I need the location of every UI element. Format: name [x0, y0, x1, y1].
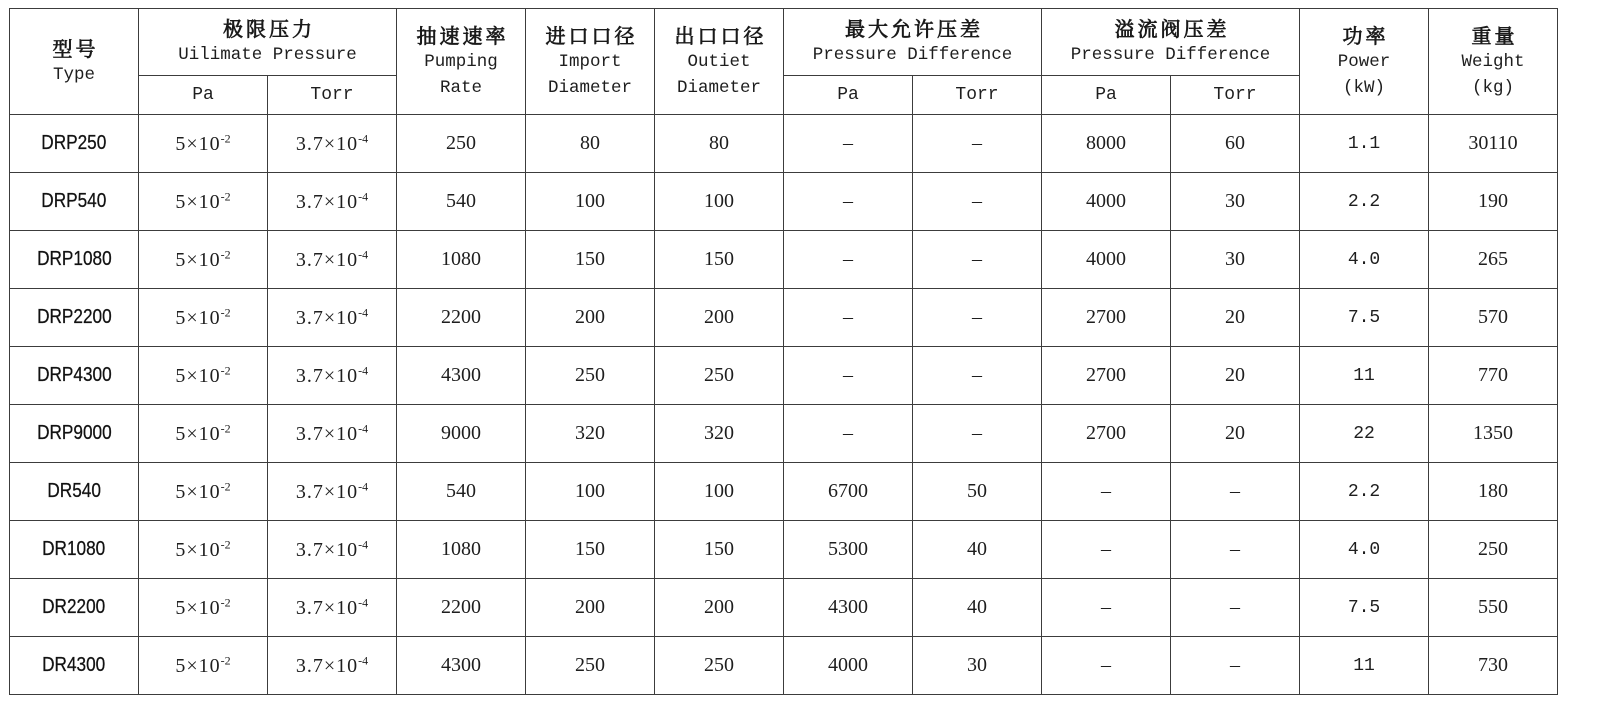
cell-pumping-rate: 4300 [397, 347, 526, 405]
cell-ultimate-pressure-pa [139, 637, 268, 695]
ultimate-pressure-pa-mantissa: 5×10 [175, 306, 221, 329]
cell-weight: 265 [1429, 231, 1558, 289]
cell-ultimate-pressure-torr [268, 637, 397, 695]
table-row [10, 115, 1558, 173]
ultimate-pressure-pa-exponent: -2 [220, 478, 231, 493]
ultimate-pressure-pa-exponent: -2 [220, 420, 231, 435]
ultimate-pressure-pa-exponent: -2 [220, 536, 231, 551]
cell-relief-valve-difference-torr: 20 [1171, 289, 1300, 347]
ultimate-pressure-torr-exponent: -4 [358, 362, 369, 377]
cell-max-pressure-difference-torr: – [913, 405, 1042, 463]
cell-import-diameter: 100 [526, 463, 655, 521]
cell-import-diameter: 100 [526, 173, 655, 231]
cell-pumping-rate: 250 [397, 115, 526, 173]
ultimate-pressure-pa-exponent: -2 [220, 652, 231, 667]
table-row [10, 579, 1558, 637]
table-row [10, 231, 1558, 289]
cell-max-pressure-difference-torr: – [913, 231, 1042, 289]
cell-relief-valve-difference-torr: 30 [1171, 173, 1300, 231]
header-weight-en: Weight [1461, 51, 1525, 72]
cell-pumping-rate: 4300 [397, 637, 526, 695]
table-row [10, 637, 1558, 695]
ultimate-pressure-torr-exponent: -4 [358, 536, 369, 551]
header-weight [1429, 9, 1558, 115]
cell-ultimate-pressure-torr [268, 463, 397, 521]
ultimate-pressure-torr-mantissa: 3.7×10 [295, 480, 359, 503]
table-row [10, 289, 1558, 347]
cell-ultimate-pressure-pa [139, 579, 268, 637]
cell-max-pressure-difference-torr: – [913, 115, 1042, 173]
ultimate-pressure-pa-mantissa: 5×10 [175, 654, 221, 677]
header-ultimate-pressure-en: Uilimate Pressure [178, 45, 357, 65]
cell-power: 1.1 [1300, 115, 1429, 173]
model-name: DRP9000 [36, 422, 112, 444]
cell-relief-valve-difference-torr: 20 [1171, 405, 1300, 463]
cell-pumping-rate: 2200 [397, 579, 526, 637]
ultimate-pressure-torr-mantissa: 3.7×10 [295, 248, 359, 271]
cell-weight: 730 [1429, 637, 1558, 695]
cell-power: 4.0 [1300, 521, 1429, 579]
cell-relief-valve-difference-torr: – [1171, 463, 1300, 521]
cell-ultimate-pressure-torr [268, 347, 397, 405]
header-weight-unit: (kg) [1472, 77, 1515, 98]
cell-max-pressure-difference-torr: 40 [913, 521, 1042, 579]
ultimate-pressure-pa-mantissa: 5×10 [175, 190, 221, 213]
header-type-en: Type [52, 64, 95, 85]
cell-pumping-rate: 2200 [397, 289, 526, 347]
ultimate-pressure-torr-exponent: -4 [358, 246, 369, 261]
cell-ultimate-pressure-torr [268, 579, 397, 637]
cell-weight: 190 [1429, 173, 1558, 231]
table-row [10, 347, 1558, 405]
cell-relief-valve-difference-pa: 4000 [1042, 173, 1171, 231]
cell-relief-valve-difference-pa: 2700 [1042, 347, 1171, 405]
cell-model [10, 579, 139, 637]
cell-outlet-diameter: 150 [655, 231, 784, 289]
cell-power: 11 [1300, 637, 1429, 695]
header-outlet-diameter-zh: 出口口径 [674, 23, 767, 48]
cell-import-diameter: 200 [526, 289, 655, 347]
cell-relief-valve-difference-torr: – [1171, 579, 1300, 637]
cell-relief-valve-difference-pa: – [1042, 521, 1171, 579]
cell-import-diameter: 200 [526, 579, 655, 637]
ultimate-pressure-torr-exponent: -4 [358, 304, 369, 319]
cell-pumping-rate: 540 [397, 173, 526, 231]
table-row [10, 521, 1558, 579]
ultimate-pressure-torr-exponent: -4 [358, 188, 369, 203]
model-name: DRP4300 [36, 364, 112, 386]
cell-power: 2.2 [1300, 463, 1429, 521]
cell-model [10, 347, 139, 405]
cell-weight: 770 [1429, 347, 1558, 405]
ultimate-pressure-pa-mantissa: 5×10 [175, 422, 221, 445]
cell-power: 22 [1300, 405, 1429, 463]
header-import-diameter-en-line1: Import [558, 51, 622, 72]
header-relief-valve-difference-zh: 溢流阀压差 [1114, 17, 1230, 41]
cell-max-pressure-difference-pa: – [784, 405, 913, 463]
cell-model [10, 521, 139, 579]
cell-ultimate-pressure-torr [268, 173, 397, 231]
cell-import-diameter: 250 [526, 637, 655, 695]
ultimate-pressure-pa-mantissa: 5×10 [175, 132, 221, 155]
model-name: DRP540 [41, 190, 107, 212]
header-relief-valve-difference-pa: Pa [1042, 76, 1171, 115]
cell-max-pressure-difference-pa: – [784, 115, 913, 173]
cell-max-pressure-difference-torr: – [913, 347, 1042, 405]
cell-ultimate-pressure-torr [268, 231, 397, 289]
ultimate-pressure-torr-mantissa: 3.7×10 [295, 364, 359, 387]
cell-relief-valve-difference-torr: 60 [1171, 115, 1300, 173]
ultimate-pressure-torr-mantissa: 3.7×10 [295, 190, 359, 213]
ultimate-pressure-pa-exponent: -2 [220, 304, 231, 319]
table-row [10, 173, 1558, 231]
cell-relief-valve-difference-pa: 4000 [1042, 231, 1171, 289]
table-row [10, 463, 1558, 521]
cell-outlet-diameter: 80 [655, 115, 784, 173]
model-name: DRP2200 [36, 306, 112, 328]
header-ultimate-pressure-zh: 极限压力 [223, 17, 315, 41]
cell-relief-valve-difference-torr: – [1171, 637, 1300, 695]
cell-max-pressure-difference-torr: 50 [913, 463, 1042, 521]
cell-ultimate-pressure-pa [139, 347, 268, 405]
cell-model [10, 231, 139, 289]
cell-import-diameter: 320 [526, 405, 655, 463]
cell-weight: 180 [1429, 463, 1558, 521]
ultimate-pressure-torr-exponent: -4 [358, 594, 369, 609]
cell-ultimate-pressure-torr [268, 115, 397, 173]
header-outlet-diameter-en-line2: Diameter [676, 77, 761, 98]
cell-ultimate-pressure-pa [139, 173, 268, 231]
cell-max-pressure-difference-pa: – [784, 289, 913, 347]
cell-weight: 570 [1429, 289, 1558, 347]
cell-relief-valve-difference-pa: – [1042, 463, 1171, 521]
cell-import-diameter: 150 [526, 231, 655, 289]
cell-outlet-diameter: 250 [655, 347, 784, 405]
cell-relief-valve-difference-torr: 30 [1171, 231, 1300, 289]
cell-pumping-rate: 540 [397, 463, 526, 521]
cell-import-diameter: 150 [526, 521, 655, 579]
cell-max-pressure-difference-pa: 5300 [784, 521, 913, 579]
header-import-diameter-en-line2: Diameter [547, 77, 632, 98]
ultimate-pressure-torr-exponent: -4 [358, 420, 369, 435]
cell-outlet-diameter: 100 [655, 173, 784, 231]
header-pumping-rate-en-line1: Pumping [424, 51, 498, 72]
cell-import-diameter: 80 [526, 115, 655, 173]
cell-model [10, 115, 139, 173]
header-max-pressure-difference-en: Pressure Difference [812, 45, 1013, 65]
cell-relief-valve-difference-torr: – [1171, 521, 1300, 579]
ultimate-pressure-pa-mantissa: 5×10 [175, 364, 221, 387]
cell-max-pressure-difference-pa: 6700 [784, 463, 913, 521]
ultimate-pressure-pa-exponent: -2 [220, 246, 231, 261]
cell-max-pressure-difference-torr: – [913, 173, 1042, 231]
cell-ultimate-pressure-pa [139, 463, 268, 521]
header-ultimate-pressure [139, 9, 397, 76]
header-row-primary [10, 9, 1558, 76]
cell-outlet-diameter: 250 [655, 637, 784, 695]
header-pumping-rate-en-line2: Rate [439, 77, 482, 98]
cell-weight: 550 [1429, 579, 1558, 637]
cell-ultimate-pressure-pa [139, 115, 268, 173]
ultimate-pressure-pa-mantissa: 5×10 [175, 248, 221, 271]
ultimate-pressure-torr-mantissa: 3.7×10 [295, 596, 359, 619]
cell-max-pressure-difference-torr: 40 [913, 579, 1042, 637]
cell-ultimate-pressure-pa [139, 521, 268, 579]
model-name: DR1080 [42, 538, 106, 560]
header-max-pressure-difference [784, 9, 1042, 76]
cell-relief-valve-difference-pa: – [1042, 579, 1171, 637]
cell-ultimate-pressure-pa [139, 289, 268, 347]
cell-power: 7.5 [1300, 579, 1429, 637]
cell-outlet-diameter: 150 [655, 521, 784, 579]
cell-power: 4.0 [1300, 231, 1429, 289]
ultimate-pressure-torr-mantissa: 3.7×10 [295, 654, 359, 677]
ultimate-pressure-torr-mantissa: 3.7×10 [295, 422, 359, 445]
cell-model [10, 289, 139, 347]
table-row [10, 405, 1558, 463]
cell-max-pressure-difference-pa: – [784, 347, 913, 405]
model-name: DRP1080 [36, 248, 112, 270]
cell-ultimate-pressure-pa [139, 231, 268, 289]
ultimate-pressure-pa-mantissa: 5×10 [175, 596, 221, 619]
ultimate-pressure-torr-mantissa: 3.7×10 [295, 306, 359, 329]
header-relief-valve-difference-en: Pressure Difference [1070, 45, 1271, 65]
cell-relief-valve-difference-pa: 2700 [1042, 405, 1171, 463]
cell-relief-valve-difference-torr: 20 [1171, 347, 1300, 405]
cell-max-pressure-difference-pa: 4000 [784, 637, 913, 695]
cell-model [10, 173, 139, 231]
ultimate-pressure-torr-exponent: -4 [358, 652, 369, 667]
model-name: DRP250 [41, 132, 107, 154]
model-name: DR540 [47, 480, 101, 502]
cell-max-pressure-difference-pa: – [784, 231, 913, 289]
cell-ultimate-pressure-torr [268, 521, 397, 579]
cell-ultimate-pressure-torr [268, 289, 397, 347]
cell-outlet-diameter: 320 [655, 405, 784, 463]
cell-outlet-diameter: 200 [655, 289, 784, 347]
model-name: DR2200 [42, 596, 106, 618]
cell-power: 7.5 [1300, 289, 1429, 347]
cell-max-pressure-difference-pa: – [784, 173, 913, 231]
cell-import-diameter: 250 [526, 347, 655, 405]
header-type-zh: 型号 [52, 36, 99, 61]
cell-power: 11 [1300, 347, 1429, 405]
cell-relief-valve-difference-pa: – [1042, 637, 1171, 695]
cell-power: 2.2 [1300, 173, 1429, 231]
model-name: DR4300 [42, 654, 106, 676]
header-ultimate-pressure-torr: Torr [268, 76, 397, 115]
cell-model [10, 405, 139, 463]
header-outlet-diameter [655, 9, 784, 115]
cell-pumping-rate: 1080 [397, 521, 526, 579]
ultimate-pressure-pa-exponent: -2 [220, 130, 231, 145]
header-import-diameter [526, 9, 655, 115]
cell-max-pressure-difference-torr: – [913, 289, 1042, 347]
header-power [1300, 9, 1429, 115]
header-max-pressure-difference-zh: 最大允许压差 [845, 17, 983, 41]
cell-max-pressure-difference-pa: 4300 [784, 579, 913, 637]
ultimate-pressure-pa-exponent: -2 [220, 594, 231, 609]
cell-max-pressure-difference-torr: 30 [913, 637, 1042, 695]
ultimate-pressure-torr-mantissa: 3.7×10 [295, 538, 359, 561]
cell-pumping-rate: 9000 [397, 405, 526, 463]
header-power-unit: (kW) [1343, 77, 1386, 98]
cell-pumping-rate: 1080 [397, 231, 526, 289]
header-max-pressure-difference-torr: Torr [913, 76, 1042, 115]
header-pumping-rate [397, 9, 526, 115]
header-import-diameter-zh: 进口口径 [545, 23, 638, 48]
cell-relief-valve-difference-pa: 2700 [1042, 289, 1171, 347]
header-relief-valve-difference [1042, 9, 1300, 76]
ultimate-pressure-torr-mantissa: 3.7×10 [295, 132, 359, 155]
cell-model [10, 463, 139, 521]
cell-ultimate-pressure-torr [268, 405, 397, 463]
header-ultimate-pressure-pa: Pa [139, 76, 268, 115]
ultimate-pressure-pa-exponent: -2 [220, 362, 231, 377]
ultimate-pressure-torr-exponent: -4 [358, 130, 369, 145]
header-max-pressure-difference-pa: Pa [784, 76, 913, 115]
spec-table [9, 8, 1558, 695]
cell-ultimate-pressure-pa [139, 405, 268, 463]
header-relief-valve-difference-torr: Torr [1171, 76, 1300, 115]
ultimate-pressure-torr-exponent: -4 [358, 478, 369, 493]
ultimate-pressure-pa-mantissa: 5×10 [175, 538, 221, 561]
header-pumping-rate-zh: 抽速速率 [416, 23, 509, 48]
header-weight-zh: 重量 [1471, 23, 1518, 48]
header-type [10, 9, 139, 115]
cell-weight: 250 [1429, 521, 1558, 579]
header-outlet-diameter-en-line1: Outiet [687, 51, 751, 72]
cell-outlet-diameter: 200 [655, 579, 784, 637]
cell-model [10, 637, 139, 695]
header-power-zh: 功率 [1342, 23, 1389, 48]
ultimate-pressure-pa-mantissa: 5×10 [175, 480, 221, 503]
header-power-en: Power [1337, 51, 1391, 72]
cell-relief-valve-difference-pa: 8000 [1042, 115, 1171, 173]
cell-weight: 30110 [1429, 115, 1558, 173]
ultimate-pressure-pa-exponent: -2 [220, 188, 231, 203]
cell-weight: 1350 [1429, 405, 1558, 463]
cell-outlet-diameter: 100 [655, 463, 784, 521]
